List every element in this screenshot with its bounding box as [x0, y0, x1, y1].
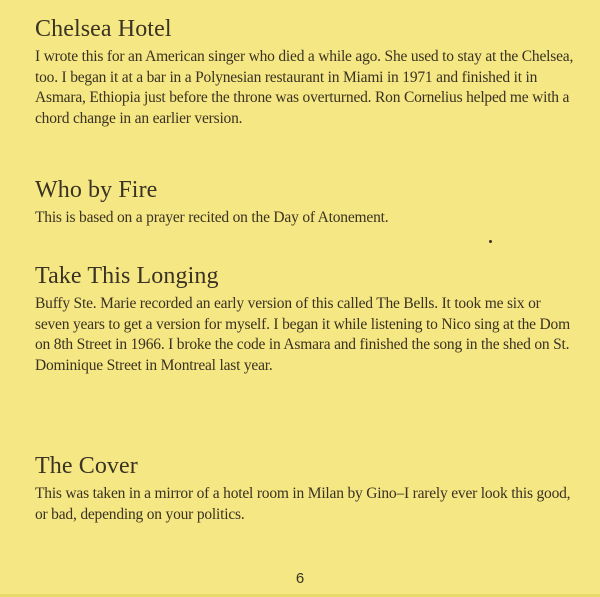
print-speck [489, 240, 492, 243]
section-body: This was taken in a mirror of a hotel room in Milan by Gino–I rarely ever look this good, or bad, depending on your politics. [35, 485, 571, 523]
section-body: Buffy Ste. Marie recorded an early version of this called The Bells. It took me six or seven years to get a version for myself. I began it while listening to Nico sing at the Dom on 8th Street in 1966. I broke the code in Asmara and finished the song in the shed on St. Dominique Street in Montreal last year. [35, 295, 570, 374]
section-body: This is based on a prayer recited on the Day of Atonement. [35, 209, 389, 226]
section-title: Chelsea Hotel [35, 16, 172, 42]
section-chelsea-hotel [35, 15, 575, 129]
page-number: 6 [295, 570, 305, 587]
section-take-this-longing [35, 262, 575, 376]
section-title: Who by Fire [35, 177, 158, 203]
section-who-by-fire [35, 176, 575, 229]
section-title: The Cover [35, 453, 138, 479]
section-body: I wrote this for an American singer who died a while ago. She used to stay at the Chelsea, too. I began it at a bar in a Polynesian restaurant in Miami in 1971 and finished it in Asmara, Ethiopia just before the throne was overturned. Ron Cornelius helped me with a chord change in an earlier version. [35, 48, 574, 127]
section-the-cover [35, 452, 575, 525]
section-title: Take This Longing [35, 263, 219, 289]
